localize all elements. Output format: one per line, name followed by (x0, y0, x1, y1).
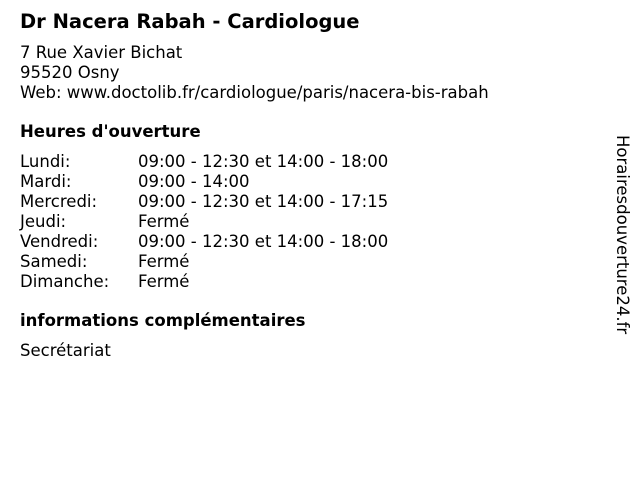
time-value: Fermé (138, 272, 190, 291)
business-card (20, 10, 600, 361)
address-block (20, 43, 600, 103)
hours-row-tuesday (20, 172, 600, 192)
opening-hours-heading: Heures d'ouverture (20, 122, 201, 141)
address-city: 95520 Osny (20, 63, 120, 82)
site-watermark: Horairesdouverture24.fr (613, 135, 632, 335)
day-label: Lundi: (20, 152, 71, 171)
hours-row-wednesday (20, 192, 600, 212)
address-street: 7 Rue Xavier Bichat (20, 43, 183, 62)
opening-hours-table (20, 152, 600, 292)
hours-row-thursday (20, 212, 600, 232)
time-value: 09:00 - 14:00 (138, 172, 250, 191)
hours-row-monday (20, 152, 600, 172)
time-value: 09:00 - 12:30 et 14:00 - 18:00 (138, 152, 389, 171)
day-label: Mercredi: (20, 192, 98, 211)
time-value: Fermé (138, 252, 190, 271)
additional-info-text: Secrétariat (20, 341, 111, 360)
day-label: Vendredi: (20, 232, 99, 251)
additional-info-heading: informations complémentaires (20, 311, 306, 330)
day-label: Dimanche: (20, 272, 110, 291)
hours-row-friday (20, 232, 600, 252)
page-title: Dr Nacera Rabah - Cardiologue (20, 10, 360, 33)
hours-row-sunday (20, 272, 600, 292)
time-value: Fermé (138, 212, 190, 231)
hours-row-saturday (20, 252, 600, 272)
address-web: Web: www.doctolib.fr/cardiologue/paris/nacera-bis-rabah (20, 83, 489, 102)
day-label: Jeudi: (20, 212, 67, 231)
time-value: 09:00 - 12:30 et 14:00 - 17:15 (138, 192, 389, 211)
day-label: Samedi: (20, 252, 88, 271)
day-label: Mardi: (20, 172, 72, 191)
time-value: 09:00 - 12:30 et 14:00 - 18:00 (138, 232, 389, 251)
